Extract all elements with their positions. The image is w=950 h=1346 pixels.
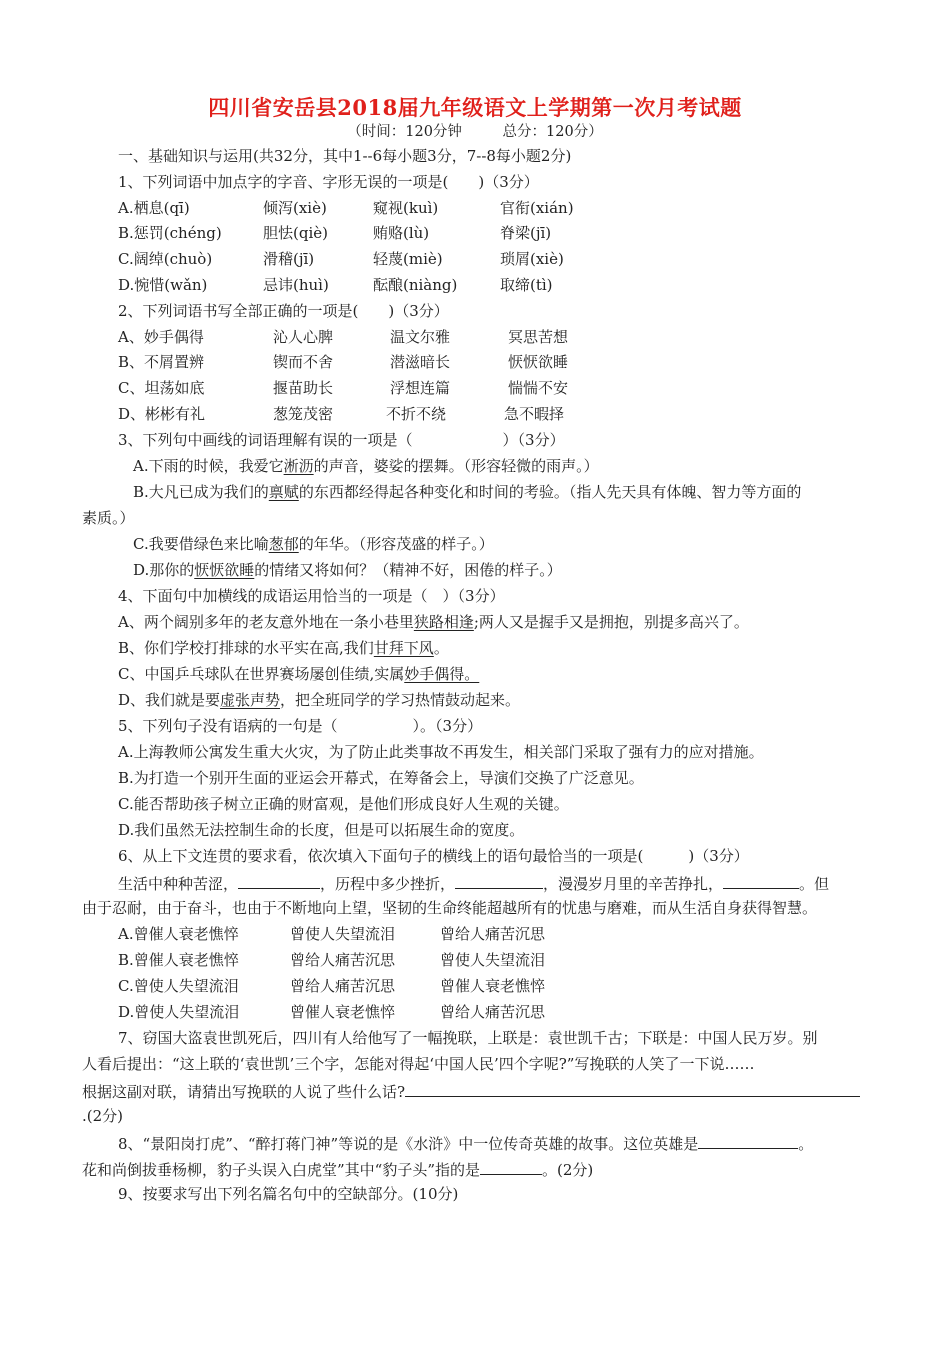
q4-a-underlined: 狭路相逢: [413, 613, 474, 631]
q6-stem: 6、从上下文连贯的要求看，依次填入下面句子的横线上的语句最恰当的一项是( )（3分）: [118, 847, 749, 865]
q6-a-3: 曾给人痛苦沉思: [440, 925, 546, 943]
q6-c-1: C.曾使人失望流泪: [118, 977, 239, 995]
q4-a-text: A、两个阔别多年的老友意外地在一条小巷里: [118, 613, 414, 631]
q1-d-4: 取缔(tì): [500, 276, 553, 294]
q1-b-4: 脊梁(jī): [500, 224, 552, 242]
q4-c-underlined: 妙手偶得。: [404, 665, 480, 683]
q5-option-b: B.为打造一个别开生面的亚运会开幕式，在筹备会上，导演们交换了广泛意见。: [118, 769, 644, 787]
q3-b-rest: 的东西都经得起各种变化和时间的考验。（指人先天具有体魄、智力等方面的: [298, 483, 802, 501]
q6-c-2: 曾给人痛苦沉思: [290, 977, 396, 995]
q6-blank-2[interactable]: [455, 872, 543, 889]
q1-stem: 1、下列词语中加点字的字音、字形无误的一项是( )（3分）: [118, 173, 539, 191]
q3-d-rest: 的情绪又将如何？（精神不好，困倦的样子。）: [254, 561, 562, 579]
q3-c-rest: 的年华。（形容茂盛的样子。）: [298, 535, 494, 553]
q6-b-3: 曾使人失望流泪: [440, 951, 546, 969]
q7-prompt: 根据这副对联，请猜出写挽联的人说了些什么话?: [82, 1083, 406, 1101]
q6-d-1: D.曾使人失望流泪: [118, 1003, 240, 1021]
q2-a-4: 冥思苦想: [508, 328, 569, 346]
q3-a-text: A.下雨的时候，我爱它: [133, 457, 284, 475]
q6-d-2: 曾催人衰老憔悴: [290, 1003, 396, 1021]
page-title: 四川省安岳县2018届九年级语文上学期第一次月考试题: [208, 95, 742, 120]
q8-end: 。: [798, 1135, 814, 1153]
q4-a-rest: ;两人又是握手又是拥抱，别提多高兴了。: [473, 613, 749, 631]
q3-option-c: [133, 534, 494, 554]
q7-answer-blank[interactable]: [405, 1080, 860, 1097]
q8-text: 8、“景阳岗打虎”、“醉打蒋门神”等说的是《水浒》中一位传奇英雄的故事。这位英雄是: [118, 1135, 699, 1153]
q5-option-c: C.能否帮助孩子树立正确的财富观，是他们形成良好人生观的关键。: [118, 795, 569, 813]
q4-b-underlined: 甘拜下风: [373, 639, 434, 657]
q2-b-2: 锲而不舍: [273, 353, 334, 371]
q1-a-3: 窥视(kuì): [373, 199, 439, 217]
q3-d-underlined: 恹恹欲睡: [194, 561, 255, 579]
q1-a-4: 官衔(xián): [500, 199, 574, 217]
q3-d-text: D.那你的: [133, 561, 195, 579]
q1-b-3: 贿赂(lù): [373, 224, 430, 242]
q1-c-4: 琐屑(xiè): [500, 250, 564, 268]
q2-c-1: C、坦荡如底: [118, 379, 205, 397]
q3-a-underlined: 淅沥: [283, 457, 314, 475]
exam-meta: [0, 120, 950, 141]
q9-stem: 9、按要求写出下列名篇名句中的空缺部分。(10分): [118, 1185, 459, 1203]
q6-a-1: A.曾催人衰老憔悴: [118, 925, 239, 943]
q2-c-3: 浮想连篇: [390, 379, 451, 397]
q3-stem: 3、下列句中画线的词语理解有误的一项是（ ）（3分）: [118, 431, 565, 449]
q8-answer-blank-1[interactable]: [698, 1132, 798, 1149]
q8-line1: [118, 1132, 813, 1154]
q6-blank-1[interactable]: [238, 872, 320, 889]
q8-line2: [82, 1158, 593, 1180]
q2-c-2: 揠苗助长: [273, 379, 334, 397]
q6-blank-3[interactable]: [723, 872, 799, 889]
q6-d-3: 曾给人痛苦沉思: [440, 1003, 546, 1021]
q6-b-2: 曾给人痛苦沉思: [290, 951, 396, 969]
q5-stem: 5、下列句子没有语病的一句是（ ）。（3分）: [118, 717, 483, 735]
q4-option-b: [118, 638, 449, 658]
q1-c-1: C.阔绰(chuò): [118, 250, 213, 268]
q6-c-3: 曾催人衰老憔悴: [440, 977, 546, 995]
q4-option-a: [118, 612, 749, 632]
q6-p1-c: ，漫漫岁月里的辛苦挣扎，: [543, 875, 724, 893]
q1-c-2: 滑稽(jī): [263, 250, 315, 268]
q7-line1: 7、窃国大盗袁世凯死后，四川有人给他写了一幅挽联，上联是：袁世凯千古；下联是：中国人民万岁。别: [118, 1029, 818, 1047]
q2-c-4: 惴惴不安: [508, 379, 569, 397]
q6-p1-b: ，历程中多少挫折，: [320, 875, 456, 893]
score-info: 总分：120分）: [502, 124, 603, 140]
q6-p1-a: 生活中种种苦涩，: [118, 875, 239, 893]
q2-d-2: 葱笼茂密: [273, 405, 334, 423]
q4-b-rest: 。: [433, 639, 449, 657]
q3-c-text: C.我要借绿色来比喻: [133, 535, 269, 553]
q1-a-2: 倾泻(xiè): [263, 199, 327, 217]
q1-a-1: A.栖息(qī): [118, 199, 190, 217]
q4-d-rest: ，把全班同学的学习热情鼓动起来。: [280, 691, 521, 709]
q7-line2: 人看后提出：“这上联的‘袁世凯’三个字，怎能对得起‘中国人民’四个字呢?”写挽联的人笑了一下说……: [82, 1055, 755, 1073]
q3-option-d: [133, 560, 562, 580]
q5-option-a: A.上海教师公寓发生重大火灾，为了防止此类事故不再发生，相关部门采取了强有力的应对措施。: [118, 743, 764, 761]
q4-b-text: B、你们学校打排球的水平实在高,我们: [118, 639, 374, 657]
q5-option-d: D.我们虽然无法控制生命的长度，但是可以拓展生命的宽度。: [118, 821, 525, 839]
q2-b-4: 恹恹欲睡: [508, 353, 569, 371]
time-info: （时间：120分钟: [347, 124, 462, 140]
q2-a-3: 温文尔雅: [390, 328, 451, 346]
q6-passage-line1: [118, 872, 829, 894]
q2-a-2: 沁人心脾: [273, 328, 334, 346]
q4-option-c: [118, 664, 479, 684]
q2-d-1: D、彬彬有礼: [118, 405, 206, 423]
q2-a-1: A、妙手偶得: [118, 328, 204, 346]
q8-points: 。(2分): [542, 1161, 594, 1179]
q4-d-text: D、我们就是要: [118, 691, 221, 709]
q2-b-3: 潜滋暗长: [390, 353, 451, 371]
q3-option-b: [133, 482, 801, 502]
q6-b-1: B.曾催人衰老憔悴: [118, 951, 239, 969]
section-heading: 一、基础知识与运用(共32分，其中1--6每小题3分，7--8每小题2分): [118, 147, 572, 165]
q4-c-text: C、中国乒乓球队在世界赛场屡创佳绩,实属: [118, 665, 405, 683]
q3-a-rest: 的声音，婆娑的摆舞。（形容轻微的雨声。）: [313, 457, 599, 475]
q2-d-4: 急不暇择: [504, 405, 565, 423]
q3-b-underlined: 禀赋: [268, 483, 299, 501]
q7-line3: [82, 1080, 860, 1102]
q1-d-2: 忌讳(huì): [263, 276, 329, 294]
q4-option-d: [118, 690, 520, 710]
q3-option-b-cont: 素质。）: [82, 509, 135, 527]
q6-passage-line2: 由于忍耐，由于奋斗，也由于不断地向上望，坚韧的生命终能超越所有的忧患与磨难，而从生活自身获得智慧。: [82, 899, 818, 917]
q4-d-underlined: 虚张声势: [220, 691, 281, 709]
q8-text-2: 花和尚倒拔垂杨柳，豹子头误入白虎堂”其中“豹子头”指的是: [82, 1161, 481, 1179]
q1-b-2: 胆怯(qiè): [263, 224, 328, 242]
q2-stem: 2、下列词语书写全部正确的一项是( )（3分）: [118, 302, 449, 320]
q7-points: .(2分): [82, 1107, 124, 1125]
q3-option-a: [133, 456, 599, 476]
q1-b-1: B.惩罚(chéng): [118, 224, 222, 242]
q2-b-1: B、不屑置辨: [118, 353, 205, 371]
q6-a-2: 曾使人失望流泪: [290, 925, 396, 943]
q4-stem: 4、下面句中加横线的成语运用恰当的一项是（ ）（3分）: [118, 587, 505, 605]
q2-d-3: 不折不绕: [386, 405, 447, 423]
q6-p1-d: 。但: [799, 875, 830, 893]
q1-d-3: 酝酿(niàng): [373, 276, 458, 294]
q1-d-1: D.惋惜(wǎn): [118, 276, 208, 294]
q3-c-underlined: 葱郁: [268, 535, 299, 553]
q8-answer-blank-2[interactable]: [480, 1158, 542, 1175]
q1-c-3: 轻蔑(miè): [373, 250, 443, 268]
q3-b-text: B.大凡已成为我们的: [133, 483, 269, 501]
